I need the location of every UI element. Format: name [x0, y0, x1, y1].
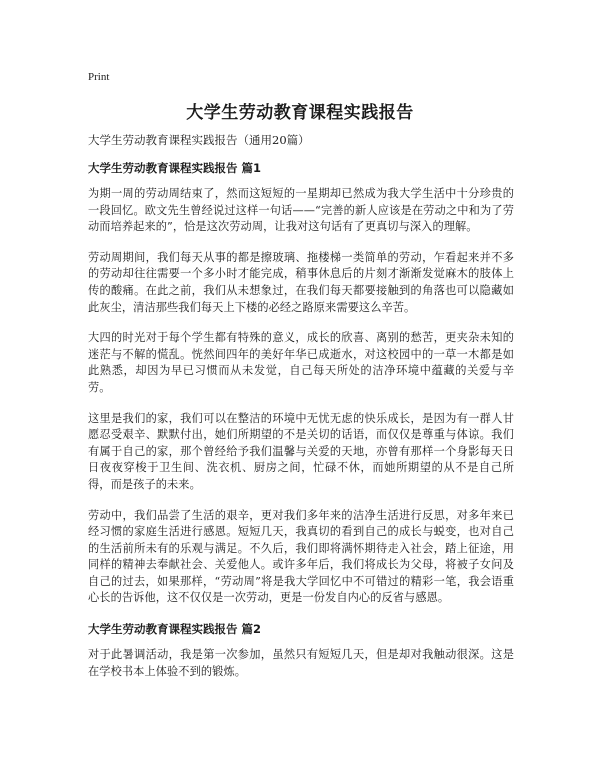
section-1: [88, 160, 514, 607]
paragraph: 劳动中，我们品尝了生活的艰辛，更对我们多年来的洁净生活进行反思，对多年来已经习惯的家庭生活进行感恩。短短几天，我真切的看到自己的成长与蜕变，也对自己的生活前所未有的乐观与满足。不久后，我们即将满怀期待走入社会，踏上征途，用同样的精神去奉献社会、关爱他人。或许多年后，我们将成长为父母，将被子女问及自己的过去，如果那样，“劳动周”将是我大学回忆中不可错过的精彩一笔，我会语重心长的告诉他，这不仅仅是一次劳动，更是一份发自内心的反省与感恩。: [88, 508, 514, 605]
paragraph: 劳动周期间，我们每天从事的都是擦玻璃、拖楼梯一类简单的劳动，乍看起来并不多的劳动却往往需要一个多小时才能完成，稍事休息后的片刻才渐渐发觉麻木的肢体上传的酸痛。在此之前，我们从未想象过，在我们每天都要接触到的角落也可以隐藏如此灰尘，清洁那些我们每天上下楼的必经之路原来需要这么辛苦。: [88, 250, 514, 314]
paragraph: 为期一周的劳动周结束了，然而这短短的一星期却已然成为我大学生活中十分珍贵的一段回忆。欧文先生曾经说过这样一句话——“完善的新人应该是在劳动之中和为了劳动而培养起来的”，恰是这次劳动周，让我对这句话有了更真切与深入的理解。: [88, 187, 514, 234]
print-link[interactable]: Print: [88, 71, 110, 83]
section-2: [88, 621, 514, 680]
document-subtitle: 大学生劳动教育课程实践报告（通用20篇）: [88, 133, 310, 147]
section-heading: 大学生劳动教育课程实践报告 篇2: [88, 622, 262, 637]
paragraph: 大四的时光对于每个学生都有特殊的意义，成长的欣喜、离别的愁苦，更夹杂未知的迷茫与不解的慌乱。恍然间四年的美好年华已成逝水，对这校园中的一草一木都是如此熟悉，却因为早已习惯而从未发觉，自己每天所处的洁净环境中蕴藏的关爱与辛劳。: [88, 331, 514, 394]
paragraph: 对于此暑调活动，我是第一次参加，虽然只有短短几天，但是却对我触动很深。这是在学校书本上体验不到的锻炼。: [88, 648, 514, 678]
page-title: 大学生劳动教育课程实践报告: [186, 103, 414, 123]
paragraph: 这里是我们的家，我们可以在整洁的环境中无忧无虑的快乐成长，是因为有一群人甘愿忍受艰辛、默默付出，她们所期望的不是关切的话语，而仅仅是尊重与体谅。我们有属于自己的家，那个曾经给予我们温馨与关爱的天地，亦曾有那样一个身影每天日日夜夜穿梭于卫生间、洗衣机、厨房之间，忙碌不休，而她所期望的从不是自己所得，而是孩子的未来。: [88, 411, 514, 491]
section-heading: 大学生劳动教育课程实践报告 篇1: [88, 161, 262, 175]
document-body: [88, 132, 514, 694]
